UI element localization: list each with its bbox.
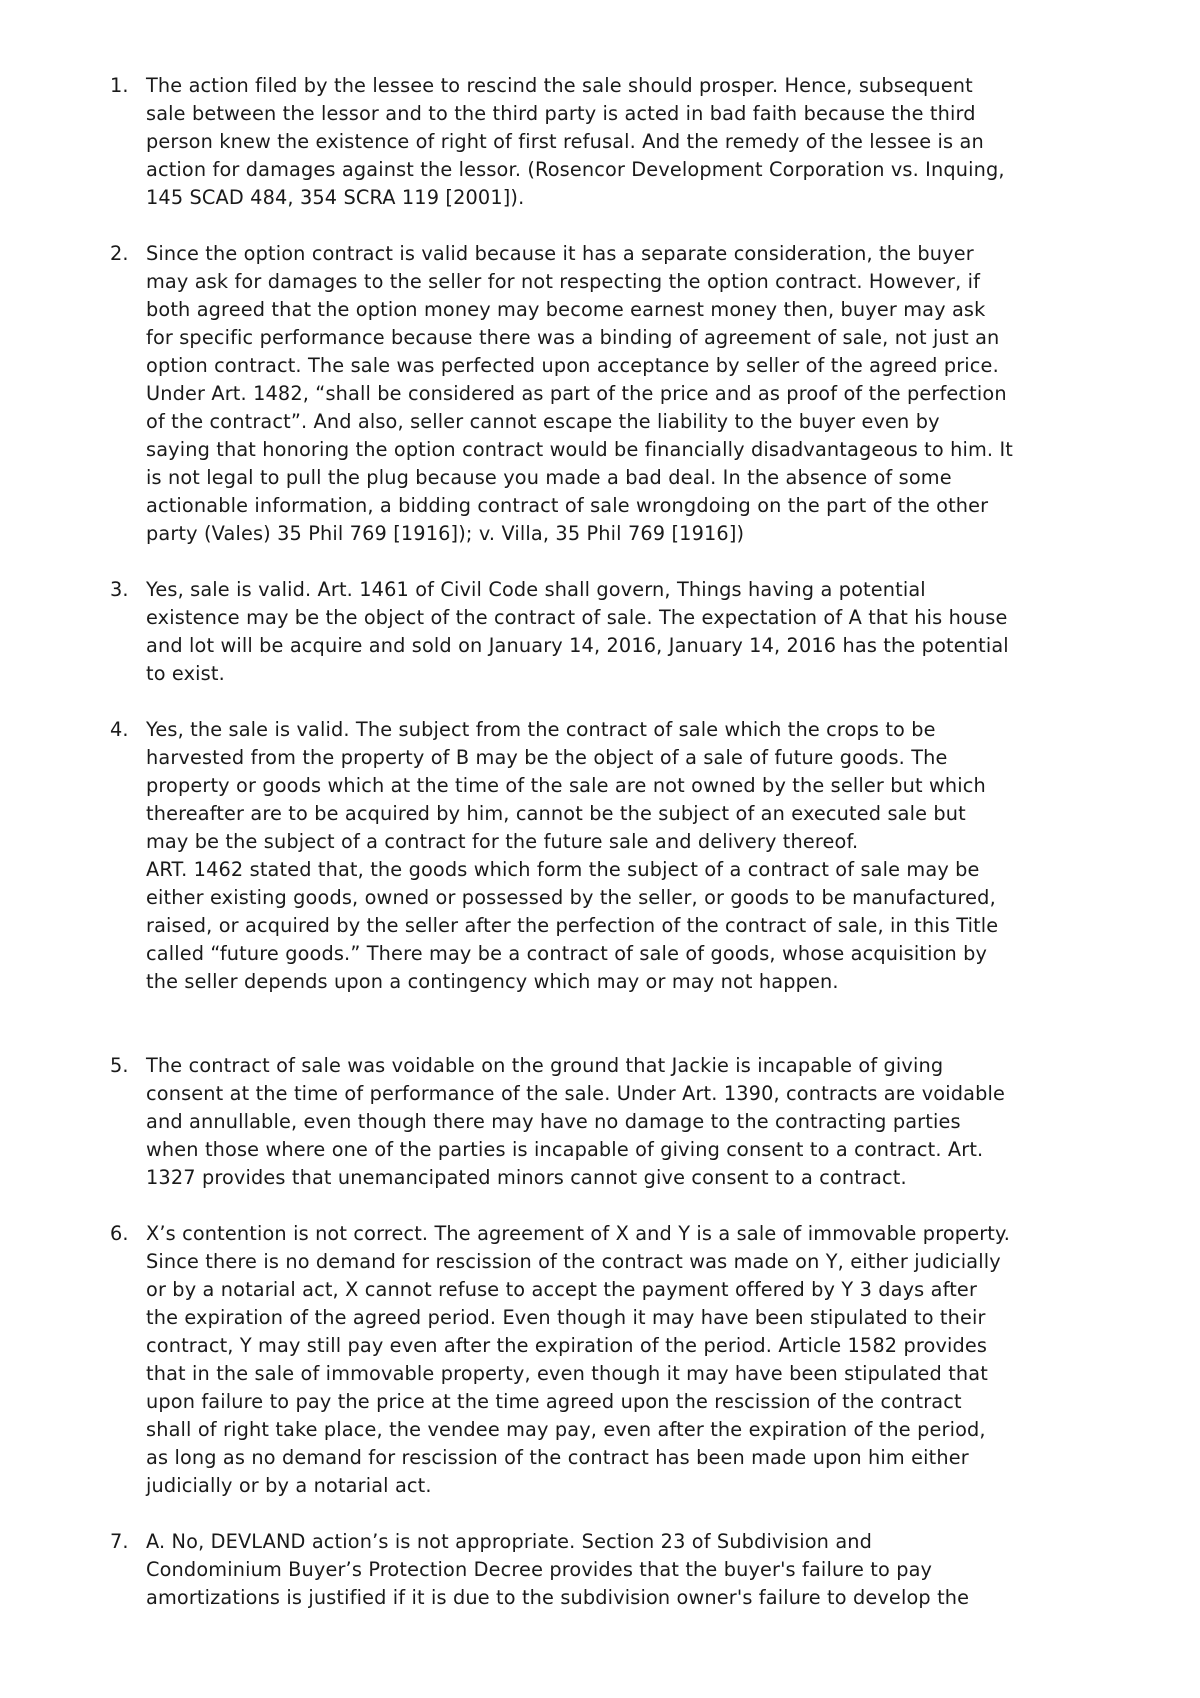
item-text [146, 1052, 1150, 1192]
text-line: either existing goods, owned or possessed by the seller, or goods to be manufactured, [146, 886, 996, 909]
text-line: sale between the lessor and to the third party is acted in bad faith because the third [146, 102, 976, 125]
item-text [146, 72, 1150, 212]
item-number: 3. [110, 578, 129, 601]
text-line: existence may be the object of the contract of sale. The expectation of A that his house [146, 606, 1008, 629]
text-line: option contract. The sale was perfected upon acceptance by seller of the agreed price. [146, 354, 999, 377]
text-line: 1327 provides that unemancipated minors cannot give consent to a contract. [146, 1166, 907, 1189]
text-line: Since there is no demand for rescission of the contract was made on Y, either judicially [146, 1250, 1001, 1273]
text-line: party (Vales) 35 Phil 769 [1916]); v. Villa, 35 Phil 769 [1916]) [146, 522, 745, 545]
text-line: Yes, sale is valid. Art. 1461 of Civil Code shall govern, Things having a potential [146, 578, 926, 601]
text-line: saying that honoring the option contract would be financially disadvantageous to him. It [146, 438, 1014, 461]
text-line: may ask for damages to the seller for not respecting the option contract. However, if [146, 270, 981, 293]
text-line: shall of right take place, the vendee may pay, even after the expiration of the period, [146, 1418, 986, 1441]
text-line: to exist. [146, 662, 225, 685]
text-line: is not legal to pull the plug because you made a bad deal. In the absence of some [146, 466, 952, 489]
text-line: person knew the existence of right of first refusal. And the remedy of the lessee is an [146, 130, 984, 153]
text-line: action for damages against the lessor. (Rosencor Development Corporation vs. Inquing, [146, 158, 1005, 181]
text-line: that in the sale of immovable property, even though it may have been stipulated that [146, 1362, 988, 1385]
text-line: X’s contention is not correct. The agreement of X and Y is a sale of immovable property. [146, 1222, 1011, 1245]
text-line: or by a notarial act, X cannot refuse to accept the payment offered by Y 3 days after [146, 1278, 978, 1301]
text-line: Under Art. 1482, “shall be considered as part of the price and as proof of the perfection [146, 382, 1007, 405]
item-number: 7. [110, 1530, 129, 1553]
text-line: the seller depends upon a contingency which may or may not happen. [146, 970, 839, 993]
text-line: The action filed by the lessee to rescind the sale should prosper. Hence, subsequent [146, 74, 973, 97]
item-number: 1. [110, 74, 129, 97]
item-text [146, 576, 1150, 688]
item-text [146, 1528, 1150, 1612]
text-line: and annullable, even though there may have no damage to the contracting parties [146, 1110, 961, 1133]
item-text [146, 240, 1150, 548]
text-line: may be the subject of a contract for the future sale and delivery thereof. [146, 830, 859, 853]
text-line: Condominium Buyer’s Protection Decree provides that the buyer's failure to pay [146, 1558, 933, 1581]
item-number: 6. [110, 1222, 129, 1245]
text-line: property or goods which at the time of the sale are not owned by the seller but which [146, 774, 986, 797]
text-line: when those where one of the parties is incapable of giving consent to a contract. Art. [146, 1138, 984, 1161]
text-line: the expiration of the agreed period. Even though it may have been stipulated to their [146, 1306, 986, 1329]
item-number: 5. [110, 1054, 129, 1077]
text-line: of the contract”. And also, seller cannot escape the liability to the buyer even by [146, 410, 940, 433]
text-line: actionable information, a bidding contract of sale wrongdoing on the part of the other [146, 494, 989, 517]
text-line: both agreed that the option money may become earnest money then, buyer may ask [146, 298, 986, 321]
text-line: 145 SCAD 484, 354 SCRA 119 [2001]). [146, 186, 525, 209]
text-line: upon failure to pay the price at the time agreed upon the rescission of the contract [146, 1390, 962, 1413]
text-line: contract, Y may still pay even after the expiration of the period. Article 1582 provides [146, 1334, 988, 1357]
item-number: 2. [110, 242, 129, 265]
text-line: thereafter are to be acquired by him, cannot be the subject of an executed sale but [146, 802, 966, 825]
text-line: Yes, the sale is valid. The subject from the contract of sale which the crops to be [146, 718, 936, 741]
text-line: called “future goods.” There may be a contract of sale of goods, whose acquisition by [146, 942, 988, 965]
text-line: as long as no demand for rescission of the contract has been made upon him either [146, 1446, 969, 1469]
text-line: A. No, DEVLAND action’s is not appropriate. Section 23 of Subdivision and [146, 1530, 873, 1553]
text-line: Since the option contract is valid because it has a separate consideration, the buyer [146, 242, 974, 265]
text-line: consent at the time of performance of the sale. Under Art. 1390, contracts are voidable [146, 1082, 1005, 1105]
text-line: raised, or acquired by the seller after the perfection of the contract of sale, in this Title [146, 914, 999, 937]
text-line: and lot will be acquire and sold on January 14, 2016, January 14, 2016 has the potential [146, 634, 1009, 657]
text-line: harvested from the property of B may be the object of a sale of future goods. The [146, 746, 948, 769]
item-text [146, 1220, 1150, 1500]
text-line: judicially or by a notarial act. [146, 1474, 432, 1497]
item-text [146, 716, 1150, 996]
text-line: for specific performance because there was a binding of agreement of sale, not just an [146, 326, 1000, 349]
text-line: ART. 1462 stated that, the goods which form the subject of a contract of sale may be [146, 858, 980, 881]
item-number: 4. [110, 718, 129, 741]
text-line: amortizations is justified if it is due to the subdivision owner's failure to develop the [146, 1586, 970, 1609]
text-line: The contract of sale was voidable on the ground that Jackie is incapable of giving [146, 1054, 944, 1077]
